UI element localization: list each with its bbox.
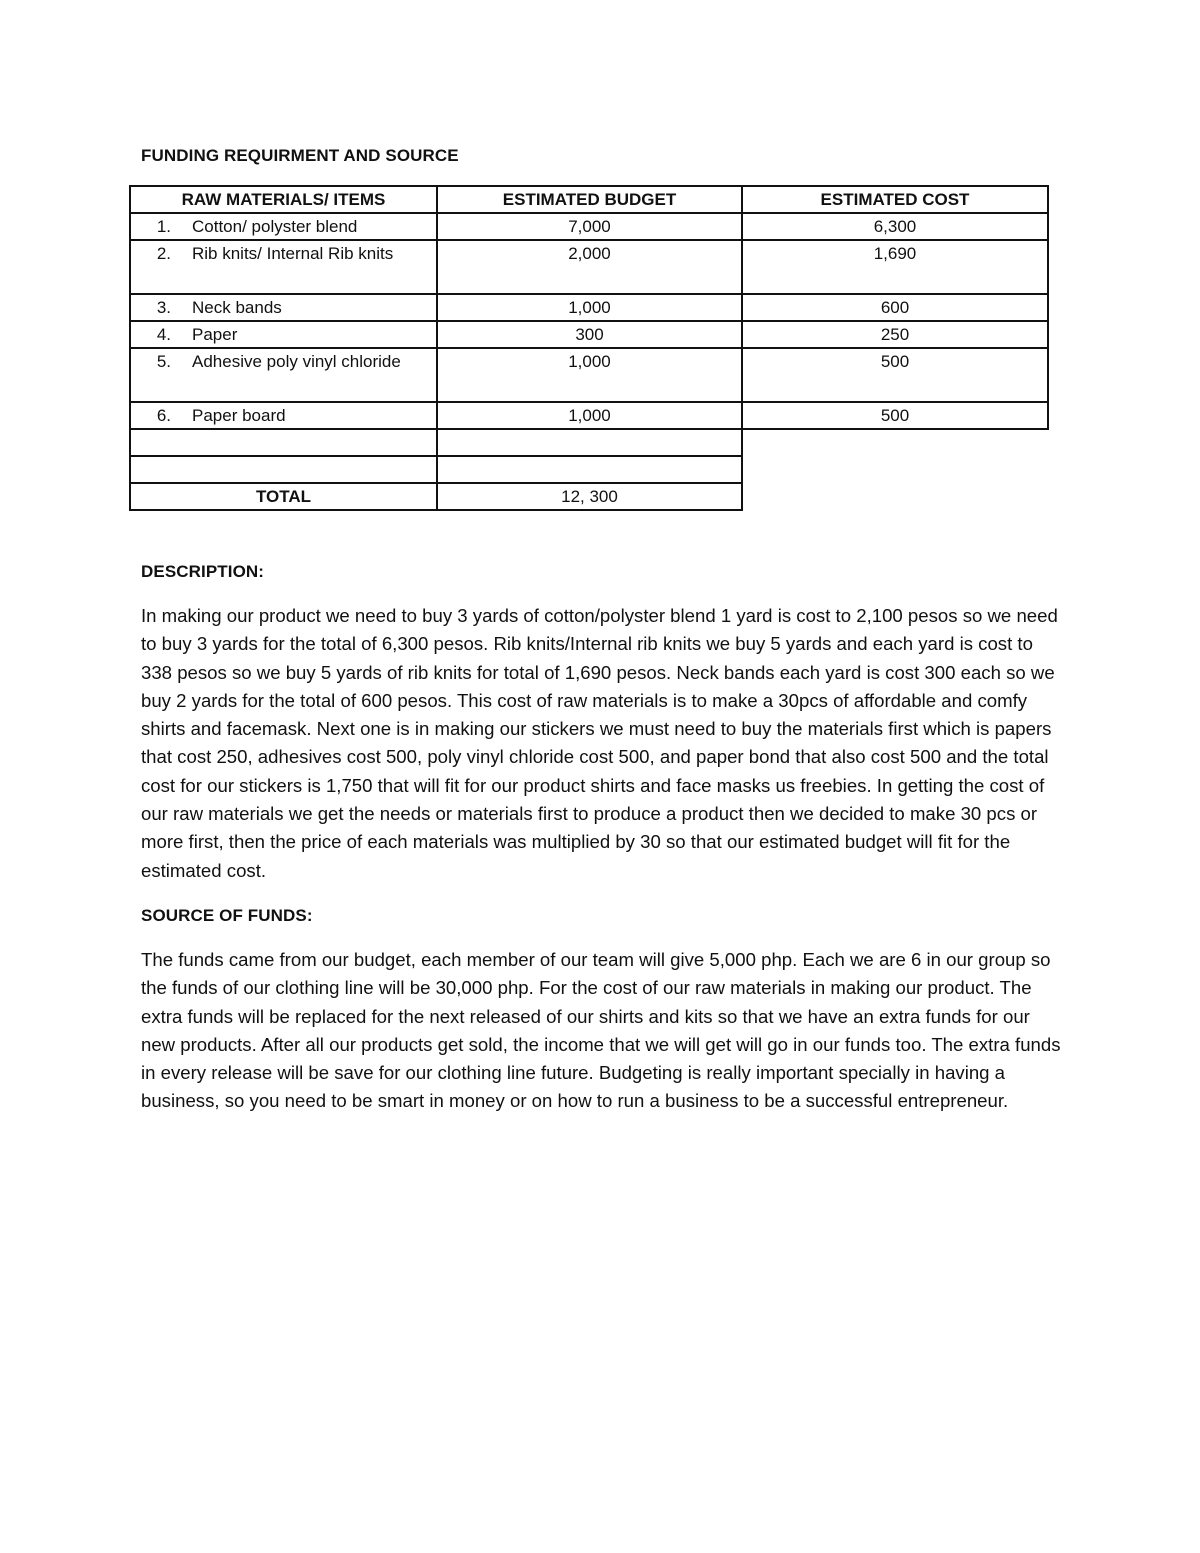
row-item: Adhesive poly vinyl chloride xyxy=(192,352,401,371)
table-row xyxy=(130,348,1048,402)
empty-row xyxy=(130,456,1048,483)
source-text: The funds came from our budget, each member of our team will give 5,000 php. Each we are 6 in our group so the funds of our clothing line will be 30,000 php. For the cost of our raw materials in making our product. The extra funds will be replaced for the next released of our shirts and kits so that we have an extra funds for our new products. After all our products get sold, the income that we will get will go in our funds too. The extra funds in every release will be save for our clothing line future. Budgeting is really important specially in having a business, so you need to be smart in money or on how to run a business to be a successful entrepreneur. xyxy=(141,949,1061,1112)
total-row xyxy=(130,483,1048,510)
description-text: In making our product we need to buy 3 yards of cotton/polyster blend 1 yard is cost to 2,100 pesos so we need to buy 3 yards for the total of 6,300 pesos. Rib knits/Internal rib knits we buy 5 yards and each yard is cost to 338 pesos so we buy 5 yards of rib knits for total of 1,690 pesos. Neck bands each yard is cost 300 each so we buy 2 yards for the total of 600 pesos. This cost of raw materials is to make a 30pcs of affordable and comfy shirts and facemask. Next one is in making our stickers we must need to buy the materials first which is papers that cost 250, adhesives cost 500, poly vinyl chloride cost 500, and paper bond that also cost 500 and the total cost for our stickers is 1,750 that will fit for our product shirts and face masks us freebies. In getting the cost of our raw materials we get the needs or materials first to produce a product then we decided to make 30 pcs or more first, then the price of each materials was multiplied by 30 so that our estimated budget will fit for the estimated cost. xyxy=(141,605,1058,881)
row-budget: 7,000 xyxy=(437,213,742,240)
row-item: Cotton/ polyster blend xyxy=(192,217,358,236)
table-header-row xyxy=(130,186,1048,213)
total-value: 12, 300 xyxy=(437,483,742,510)
header-items: RAW MATERIALS/ ITEMS xyxy=(130,186,437,213)
row-cost: 6,300 xyxy=(742,213,1048,240)
row-item: Rib knits/ Internal Rib knits xyxy=(192,244,394,263)
table-row xyxy=(130,240,1048,294)
row-cost: 500 xyxy=(742,348,1048,402)
budget-table xyxy=(129,185,1049,511)
table-row xyxy=(130,213,1048,240)
row-number: 3. xyxy=(156,298,171,317)
row-number: 4. xyxy=(156,325,171,344)
source-heading: SOURCE OF FUNDS: xyxy=(141,906,313,925)
row-budget: 1,000 xyxy=(437,294,742,321)
row-number: 2. xyxy=(156,244,171,263)
table-row xyxy=(130,294,1048,321)
row-budget: 2,000 xyxy=(437,240,742,294)
description-heading: DESCRIPTION: xyxy=(141,562,265,581)
row-item: Neck bands xyxy=(192,298,282,317)
row-cost: 500 xyxy=(742,402,1048,429)
header-budget: ESTIMATED BUDGET xyxy=(437,186,742,213)
total-label: TOTAL xyxy=(130,483,437,510)
header-cost: ESTIMATED COST xyxy=(742,186,1048,213)
row-cost: 600 xyxy=(742,294,1048,321)
row-budget: 1,000 xyxy=(437,348,742,402)
row-budget: 1,000 xyxy=(437,402,742,429)
row-item: Paper xyxy=(192,325,238,344)
document-title: FUNDING REQUIRMENT AND SOURCE xyxy=(141,146,459,165)
row-number: 6. xyxy=(156,406,171,425)
row-number: 1. xyxy=(156,217,171,236)
row-budget: 300 xyxy=(437,321,742,348)
row-cost: 250 xyxy=(742,321,1048,348)
row-cost: 1,690 xyxy=(742,240,1048,294)
row-item: Paper board xyxy=(192,406,286,425)
row-number: 5. xyxy=(156,352,171,371)
table-row xyxy=(130,321,1048,348)
table-row xyxy=(130,402,1048,429)
empty-row xyxy=(130,429,1048,456)
